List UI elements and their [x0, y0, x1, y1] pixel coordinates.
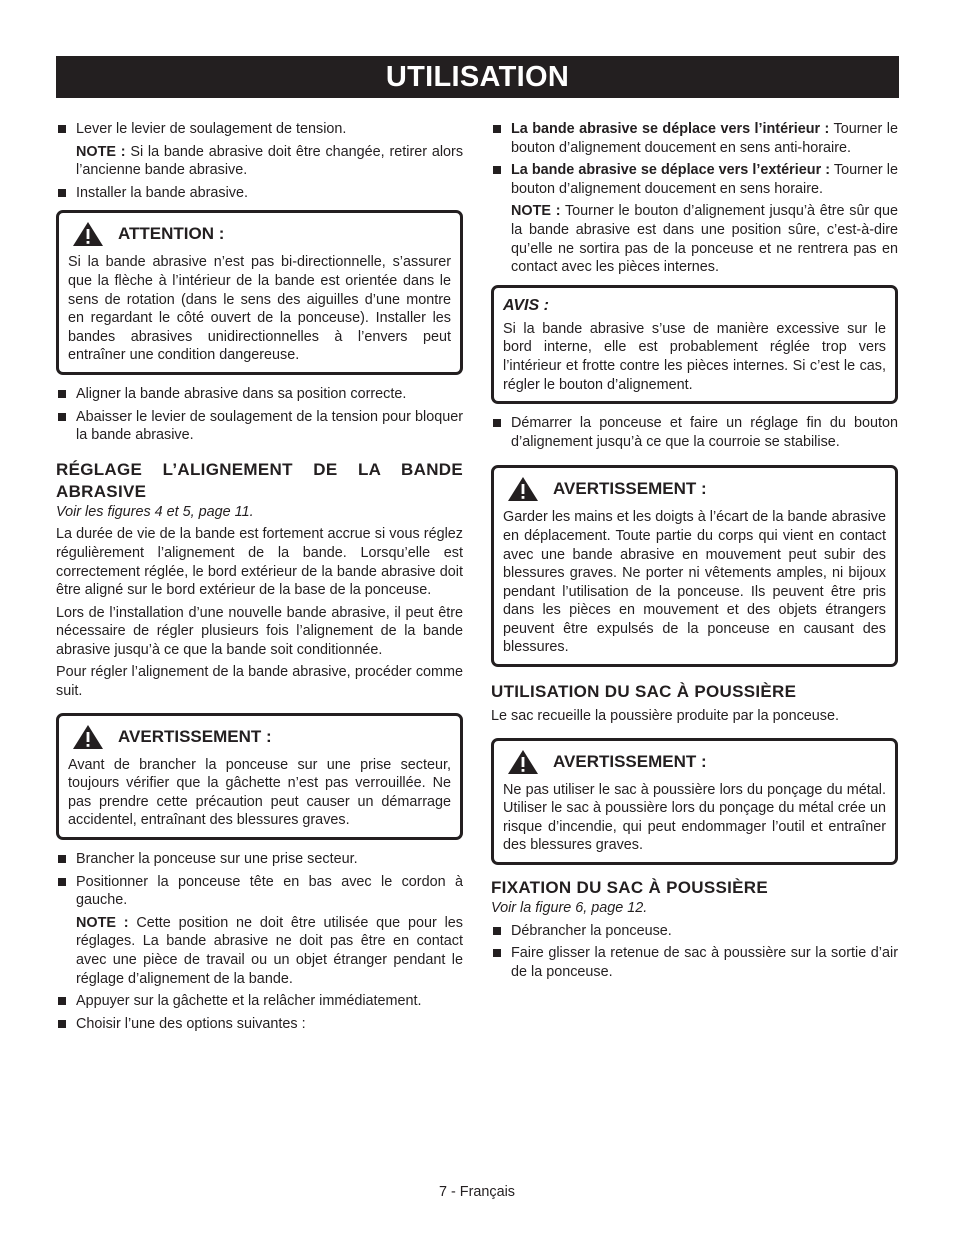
attention-title: ATTENTION :	[118, 224, 225, 244]
list-item: Appuyer sur la gâchette et la relâcher immédiatement.	[56, 992, 463, 1011]
warning-triangle-icon	[507, 749, 539, 775]
bullet-list	[56, 850, 463, 910]
note-text: Tourner le bouton d’alignement jusqu’à être sûr que la bande abrasive est dans une position sûre, c’est-à-dire qu’elle ne sortira pas de la ponceuse et ne rentrera pas en contact avec les pièces internes.	[511, 203, 898, 276]
list-item	[491, 120, 898, 157]
attention-header	[68, 221, 451, 247]
section-heading: RÉGLAGE L’ALIGNEMENT DE LA BANDE ABRASIVE	[56, 459, 463, 501]
option-label: La bande abrasive se déplace vers l’intérieur :	[511, 121, 830, 137]
note-text: Cette position ne doit être utilisée que pour les réglages. La bande abrasive ne doit pas être en contact avec une pièce de travail ou un objet étranger pendant le réglage d’alignement de la bande.	[76, 914, 463, 987]
bullet-list	[56, 385, 463, 445]
paragraph: Le sac recueille la poussière produite par la ponceuse.	[491, 708, 839, 725]
warning-triangle-icon	[72, 724, 104, 750]
list-item: Débrancher la ponceuse.	[491, 922, 898, 941]
warning-body: Garder les mains et les doigts à l’écart de la bande abrasive en déplacement. Toute partie du corps qui vient en contact avec une bande abrasive en mouvement peut subir des blessures graves. Ne porter ni vêtements amples, ni bijoux pendant l’utilisation de la ponceuse. Ils peuvent être pris dans les pièces en mouvement et des objets étrangers peuvent être expulsés de la ponceuse en causant des blessures.	[503, 509, 886, 656]
warning-title: AVERTISSEMENT :	[118, 726, 272, 746]
list-item: Positionner la ponceuse tête en bas avec le cordon à gauche.	[56, 873, 463, 910]
note	[56, 143, 463, 180]
paragraph: Pour régler l’alignement de la bande abrasive, procéder comme suit.	[56, 664, 463, 700]
note-label: NOTE :	[76, 143, 126, 160]
warning-header	[503, 476, 886, 502]
bullet-list	[56, 992, 463, 1033]
bullet-list	[56, 184, 463, 203]
list-item	[491, 161, 898, 198]
note-label: NOTE :	[511, 203, 561, 220]
option-label: La bande abrasive se déplace vers l’extérieur :	[511, 162, 831, 179]
list-item: Choisir l’une des options suivantes :	[56, 1015, 463, 1034]
note	[491, 202, 898, 276]
note-text: Si la bande abrasive doit être changée, retirer alors l’ancienne bande abrasive.	[76, 143, 464, 179]
list-item: Lever le levier de soulagement de tension.	[56, 120, 463, 139]
paragraph: Lors de l’installation d’une nouvelle bande abrasive, il peut être nécessaire de régler plusieurs fois l’alignement de la bande abrasive jusqu’à ce que la bande soit conditionnée.	[56, 604, 463, 658]
right-column	[491, 120, 898, 985]
warning-header	[503, 749, 886, 775]
warning-body: Avant de brancher la ponceuse sur une prise secteur, toujours vérifier que la gâchette n’est pas verrouillée. Ne pas prendre cette précaution peut causer un démarrage accidentel, entraînant des blessures graves.	[68, 756, 451, 829]
warning-box	[491, 738, 898, 865]
list-item: Abaisser le levier de soulagement de la tension pour bloquer la bande abrasive.	[56, 408, 463, 445]
list-item: Démarrer la ponceuse et faire un réglage fin du bouton d’alignement jusqu’à ce que la courroie se stabilise.	[491, 414, 898, 451]
bullet-list	[56, 120, 463, 139]
note	[56, 914, 463, 988]
list-item: Aligner la bande abrasive dans sa position correcte.	[56, 385, 463, 404]
warning-title: AVERTISSEMENT :	[553, 479, 707, 499]
warning-title: AVERTISSEMENT :	[553, 751, 707, 771]
note-label: NOTE :	[76, 914, 129, 931]
attention-body: Si la bande abrasive n’est pas bi-directionnelle, s’assurer que la flèche à l’intérieur de la bande est orientée dans le sens de rotation (dans le sens des aiguilles d’une montre en regardant le côté ouvert de la ponceuse). Installer les bandes abrasives unidirectionnelles à l’envers peut entraîner une condition dangereuse.	[68, 254, 451, 364]
avis-title: AVIS :	[503, 296, 549, 314]
attention-box	[56, 210, 463, 375]
list-item: Installer la bande abrasive.	[56, 184, 463, 203]
warning-box	[491, 465, 898, 667]
avis-box	[491, 285, 898, 404]
option-text: Tourner le bouton d’alignement doucement en sens anti-horaire.	[511, 121, 899, 156]
section-heading: FIXATION DU SAC À POUSSIÈRE	[491, 878, 768, 898]
list-item: Faire glisser la retenue de sac à poussière sur la sortie d’air de la ponceuse.	[491, 944, 898, 981]
warning-body: Ne pas utiliser le sac à poussière lors du ponçage du métal. Utiliser le sac à poussière lors du ponçage du métal crée un risque d’incendie, qui peut endommager l’outil et entraîner des blessures graves.	[503, 781, 886, 854]
bullet-list	[491, 414, 898, 451]
paragraph: La durée de vie de la bande est fortement accrue si vous réglez régulièrement l’alignement de la bande. Lorsqu’elle est correctement réglée, le bord extérieur de la bande abrasive doit être aligné sur le bord extérieur de la base de la ponceuse.	[56, 526, 463, 599]
warning-box	[56, 713, 463, 840]
page-title: UTILISATION	[56, 56, 899, 98]
option-text: Tourner le bouton d’alignement doucement en sens horaire.	[511, 162, 899, 197]
left-column	[56, 120, 463, 1037]
section-heading: UTILISATION DU SAC À POUSSIÈRE	[491, 682, 797, 702]
avis-body: Si la bande abrasive s’use de manière excessive sur le bord interne, elle est probablement réglée trop vers l’intérieur et frotte contre les pièces internes. Si c’est le cas, régler le bouton d’alignement.	[503, 320, 886, 393]
warning-triangle-icon	[507, 476, 539, 502]
list-item: Brancher la ponceuse sur une prise secteur.	[56, 850, 463, 869]
figure-reference: Voir la figure 6, page 12.	[491, 900, 648, 917]
option-list	[491, 120, 898, 198]
figure-reference: Voir les figures 4 et 5, page 11.	[56, 503, 254, 520]
warning-header	[68, 724, 451, 750]
bullet-list	[491, 922, 898, 982]
page-number: 7 - Français	[439, 1184, 515, 1200]
warning-triangle-icon	[72, 221, 104, 247]
